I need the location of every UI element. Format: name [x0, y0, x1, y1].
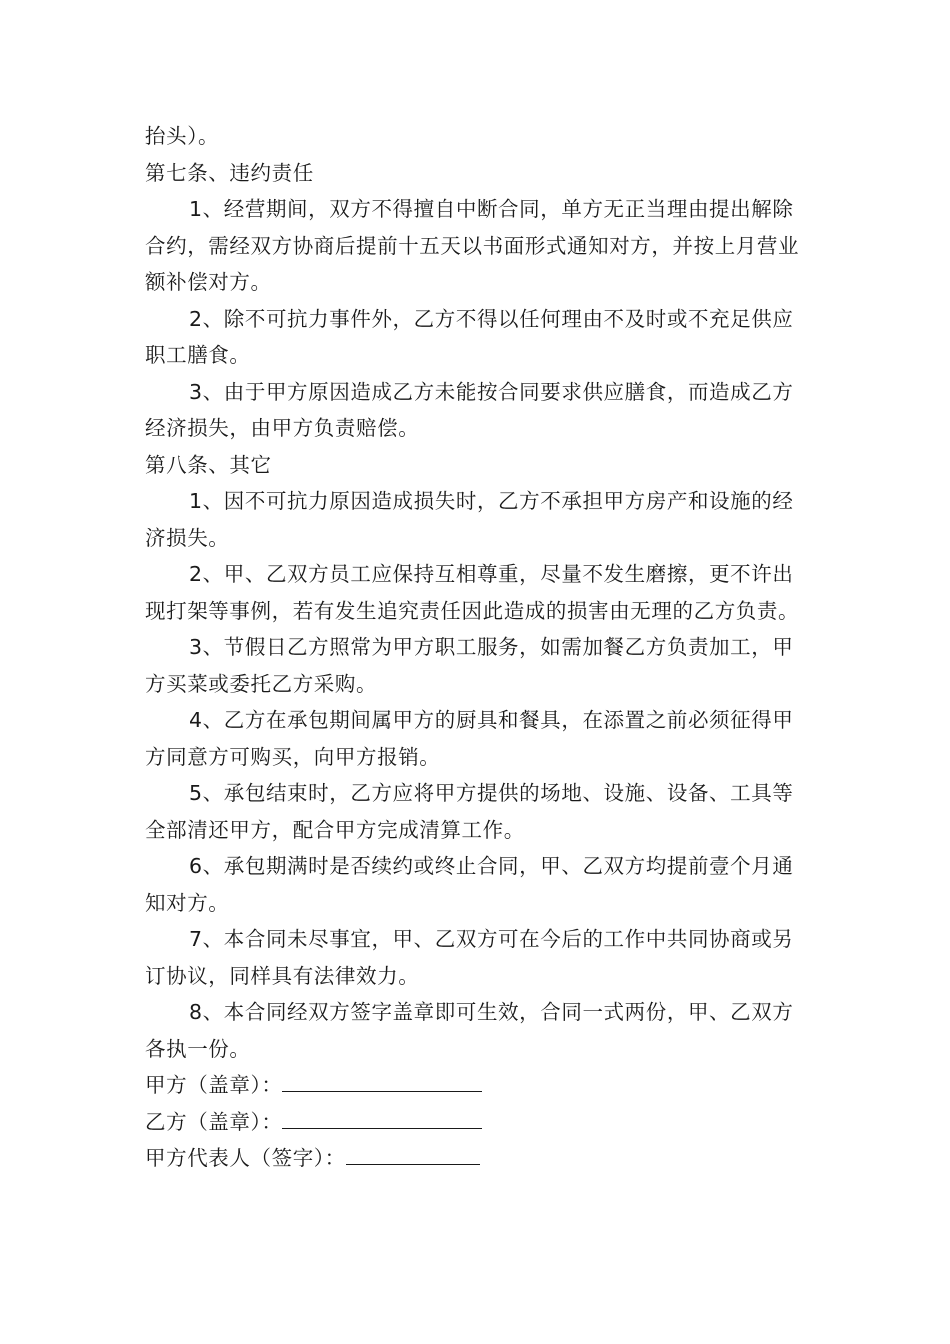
party-a-seal-line [145, 1067, 807, 1104]
party-a-seal-label: 甲方（盖章）： [145, 1073, 283, 1097]
contract-body [145, 118, 807, 1177]
party-b-seal-blank[interactable] [282, 1106, 482, 1129]
article-8-clause-5: 5、承包结束时，乙方应将甲方提供的场地、设施、设备、工具等全部清还甲方，配合甲方完成清算工作。 [145, 781, 794, 842]
party-a-representative-line [145, 1140, 807, 1177]
article-8-clause-1: 1、因不可抗力原因造成损失时，乙方不承担甲方房产和设施的经济损失。 [145, 489, 794, 550]
article-7-heading: 第七条、违约责任 [145, 160, 314, 185]
article-8-clause-8: 8、本合同经双方签字盖章即可生效，合同一式两份，甲、乙双方各执一份。 [145, 1000, 794, 1061]
article-8-heading: 第八条、其它 [145, 452, 272, 477]
article-8-clause-7: 7、本合同未尽事宜，甲、乙双方可在今后的工作中共同协商或另订协议，同样具有法律效力。 [145, 927, 794, 988]
party-a-representative-blank[interactable] [346, 1142, 480, 1165]
article-8-clause-6: 6、承包期满时是否续约或终止合同，甲、乙双方均提前壹个月通知对方。 [145, 854, 794, 915]
article-8-clause-4: 4、乙方在承包期间属甲方的厨具和餐具，在添置之前必须征得甲方同意方可购买，向甲方报销。 [145, 708, 794, 769]
continued-text: 抬头）。 [145, 124, 220, 148]
party-a-representative-label: 甲方代表人（签字）： [145, 1146, 346, 1170]
party-a-seal-blank[interactable] [282, 1069, 482, 1092]
article-8-clause-3: 3、节假日乙方照常为甲方职工服务，如需加餐乙方负责加工，甲方买菜或委托乙方采购。 [145, 635, 794, 696]
party-b-seal-label: 乙方（盖章）： [145, 1109, 283, 1134]
article-7-clause-3: 3、由于甲方原因造成乙方未能按合同要求供应膳食，而造成乙方经济损失，由甲方负责赔偿。 [145, 379, 794, 440]
article-7-clause-1: 1、经营期间，双方不得擅自中断合同，单方无正当理由提出解除合约，需经双方协商后提前十五天以书面形式通知对方，并按上月营业额补偿对方。 [145, 197, 800, 294]
article-8-clause-2: 2、甲、乙双方员工应保持互相尊重，尽量不发生磨擦，更不许出现打架等事例，若有发生追究责任因此造成的损害由无理的乙方负责。 [145, 562, 800, 623]
party-b-seal-line [145, 1104, 807, 1141]
article-7-clause-2: 2、除不可抗力事件外，乙方不得以任何理由不及时或不充足供应职工膳食。 [145, 306, 794, 367]
